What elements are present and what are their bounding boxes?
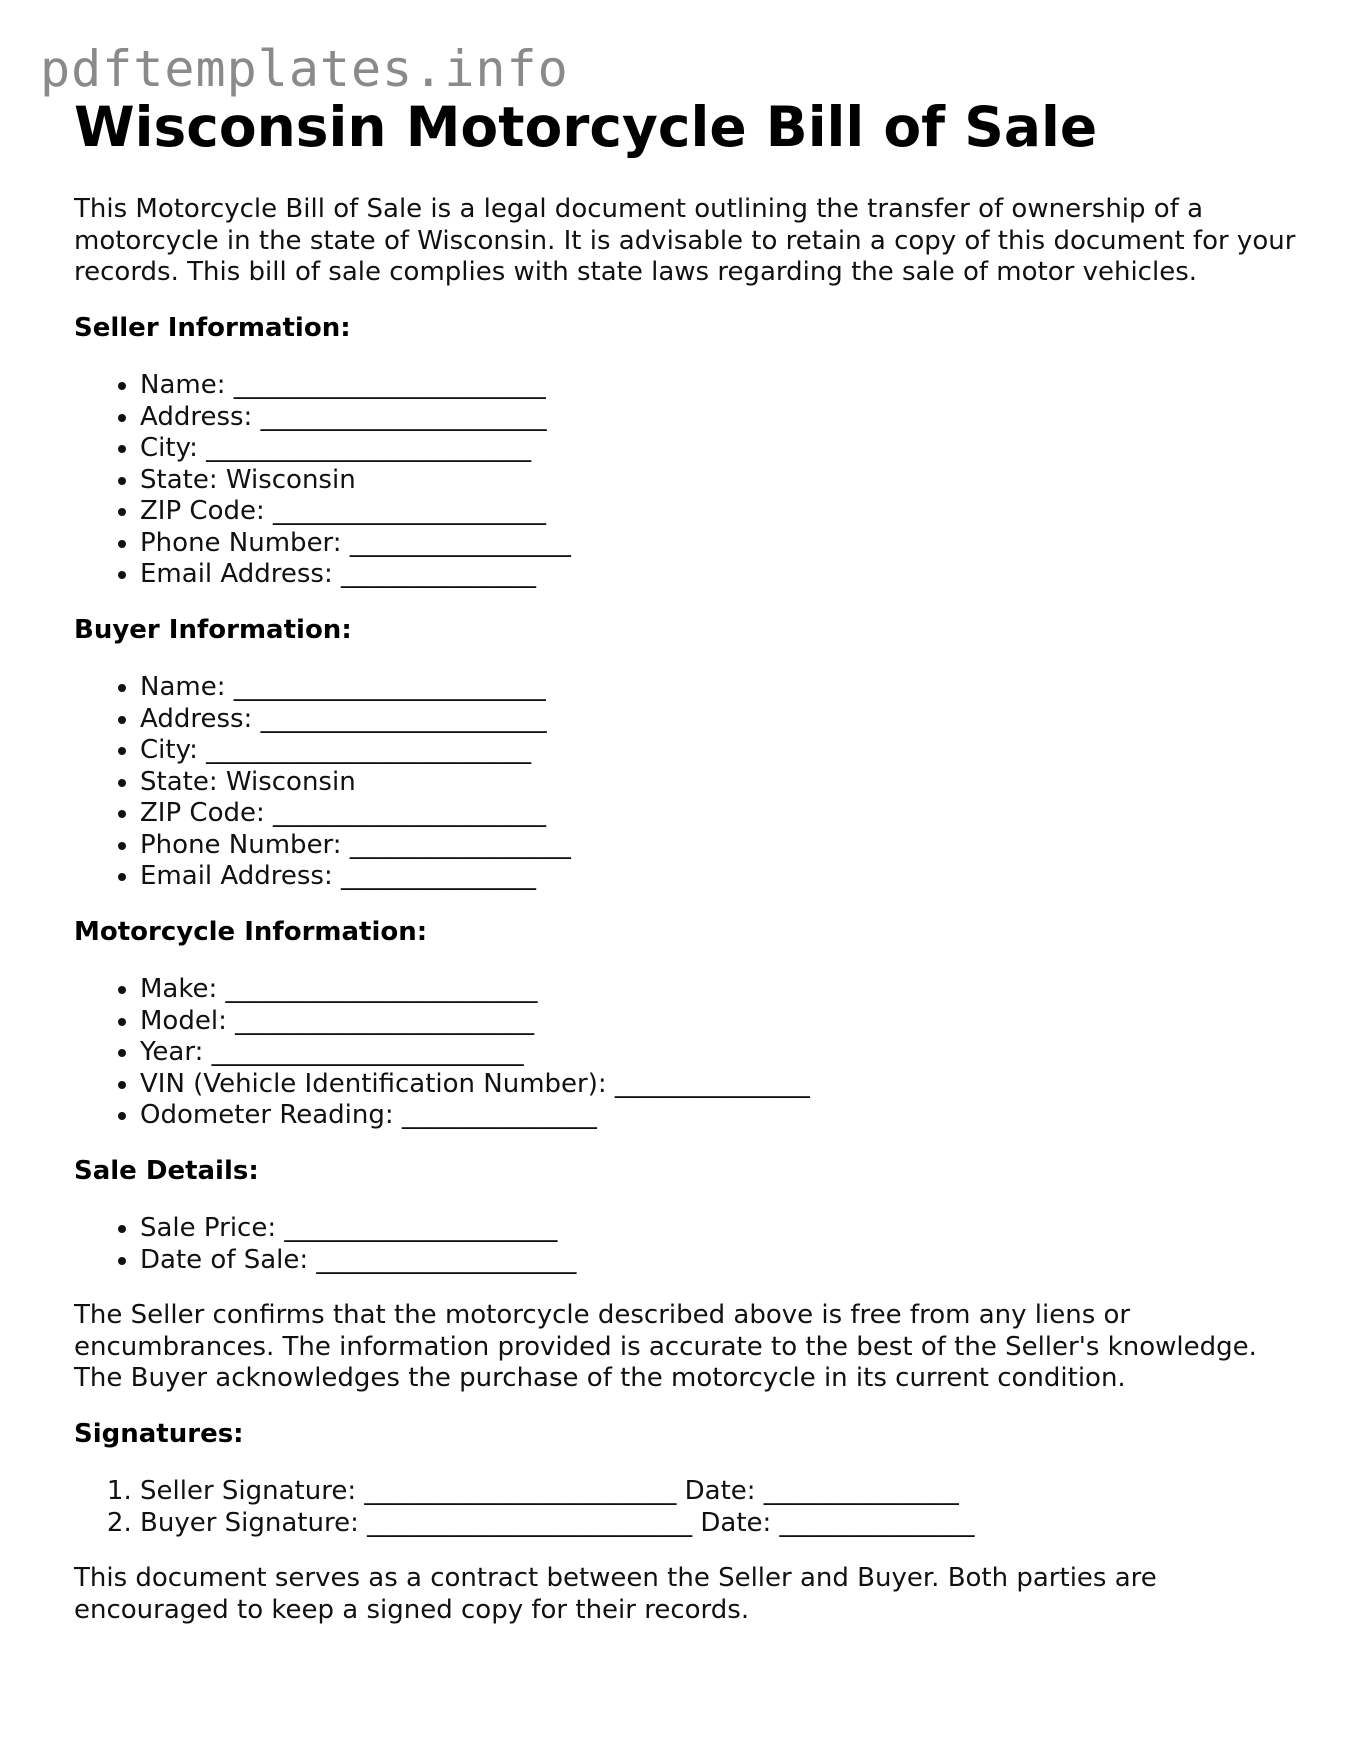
seller-list bbox=[74, 370, 1304, 591]
document-title: Wisconsin Motorcycle Bill of Sale bbox=[74, 95, 1098, 159]
buyer-city-field[interactable]: • City: _________________________ bbox=[140, 735, 1304, 767]
seller-email-field[interactable]: • Email Address: _______________ bbox=[140, 559, 1304, 591]
buyer-name-field[interactable]: • Name: ________________________ bbox=[140, 672, 1304, 704]
buyer-zip-field[interactable]: • ZIP Code: _____________________ bbox=[140, 798, 1304, 830]
sale-list bbox=[74, 1213, 1304, 1276]
seller-state-field: • State: Wisconsin bbox=[140, 465, 1304, 497]
document-body bbox=[74, 94, 1304, 1626]
motorcycle-heading: Motorcycle Information: bbox=[74, 916, 428, 947]
signatures-heading: Signatures: bbox=[74, 1418, 244, 1449]
seller-city-field[interactable]: • City: _________________________ bbox=[140, 433, 1304, 465]
signatures-list bbox=[74, 1476, 1304, 1539]
buyer-list bbox=[74, 672, 1304, 893]
seller-phone-field[interactable]: • Phone Number: _________________ bbox=[140, 528, 1304, 560]
motorcycle-list bbox=[74, 974, 1304, 1132]
sale-price-field[interactable]: • Sale Price: _____________________ bbox=[140, 1213, 1304, 1245]
buyer-heading: Buyer Information: bbox=[74, 614, 352, 645]
motorcycle-year-field[interactable]: • Year: ________________________ bbox=[140, 1037, 1304, 1069]
buyer-email-field[interactable]: • Email Address: _______________ bbox=[140, 861, 1304, 893]
watermark-logo: pdftemplates.info bbox=[40, 40, 569, 98]
seller-heading: Seller Information: bbox=[74, 312, 351, 343]
motorcycle-model-field[interactable]: • Model: _______________________ bbox=[140, 1006, 1304, 1038]
seller-address-field[interactable]: • Address: ______________________ bbox=[140, 402, 1304, 434]
motorcycle-vin-field[interactable]: • VIN (Vehicle Identification Number): _______________ bbox=[140, 1069, 1304, 1101]
buyer-address-field[interactable]: • Address: ______________________ bbox=[140, 704, 1304, 736]
sale-heading: Sale Details: bbox=[74, 1155, 259, 1186]
buyer-phone-field[interactable]: • Phone Number: _________________ bbox=[140, 830, 1304, 862]
motorcycle-odometer-field[interactable]: • Odometer Reading: _______________ bbox=[140, 1100, 1304, 1132]
buyer-state-field: • State: Wisconsin bbox=[140, 767, 1304, 799]
buyer-signature-field[interactable]: 2. Buyer Signature: _________________________ Date: _______________ bbox=[140, 1508, 1304, 1540]
seller-name-field[interactable]: • Name: ________________________ bbox=[140, 370, 1304, 402]
confirmation-paragraph: The Seller confirms that the motorcycle described above is free from any liens or encumbrances. The information provided is accurate to the best of the Seller's knowledge. The Buyer acknowledges the purchase of the motorcycle in its current condition. bbox=[74, 1300, 1257, 1393]
seller-signature-field[interactable]: 1. Seller Signature: ________________________ Date: _______________ bbox=[140, 1476, 1304, 1508]
motorcycle-make-field[interactable]: • Make: ________________________ bbox=[140, 974, 1304, 1006]
intro-paragraph: This Motorcycle Bill of Sale is a legal document outlining the transfer of ownership of a motorcycle in the state of Wisconsin. It is advisable to retain a copy of this document for your records. This bill of sale complies with state laws regarding the sale of motor vehicles. bbox=[74, 194, 1296, 287]
sale-date-field[interactable]: • Date of Sale: ____________________ bbox=[140, 1245, 1304, 1277]
closing-paragraph: This document serves as a contract between the Seller and Buyer. Both parties are encouraged to keep a signed copy for their records. bbox=[74, 1563, 1157, 1625]
seller-zip-field[interactable]: • ZIP Code: _____________________ bbox=[140, 496, 1304, 528]
